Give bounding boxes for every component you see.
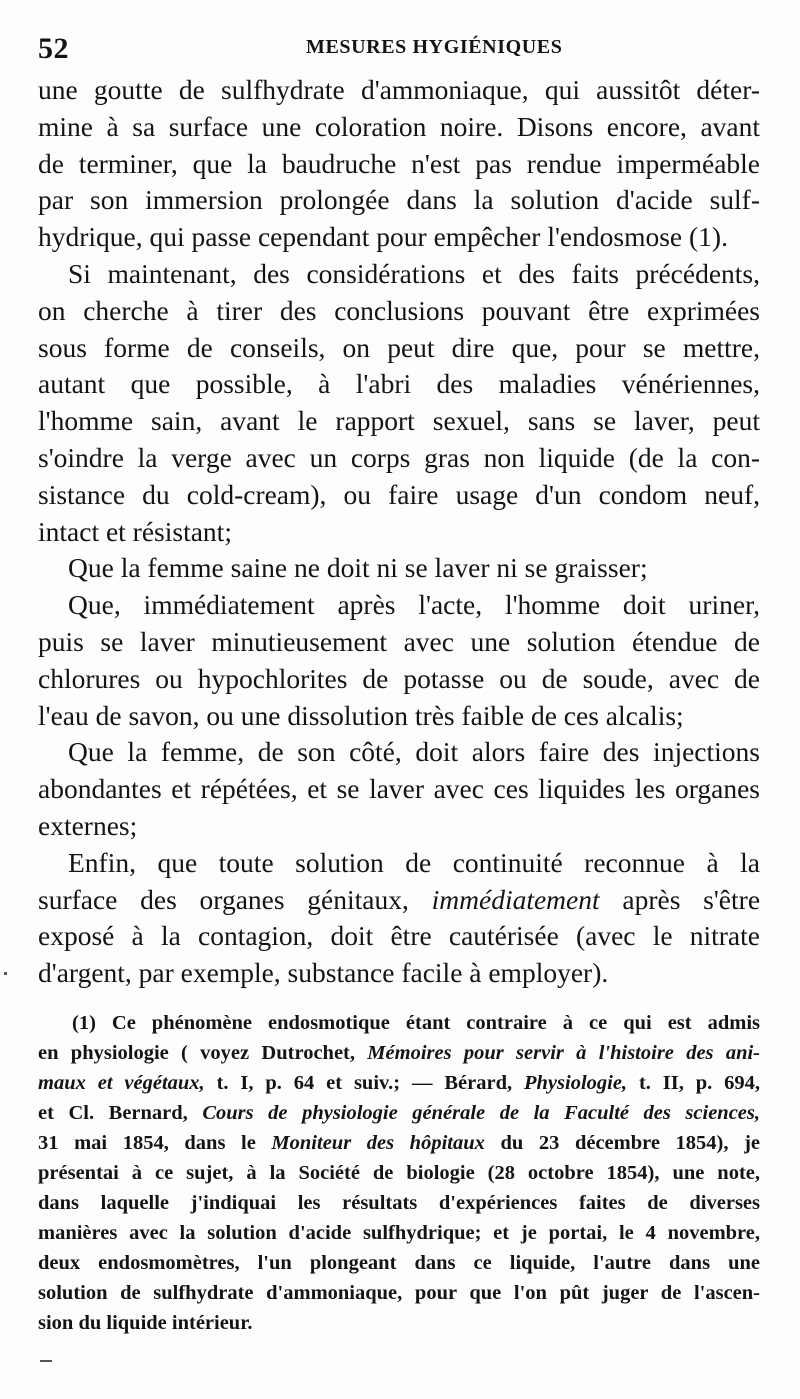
italic-text: Physiologie, xyxy=(524,1072,628,1094)
italic-text: immédiatement xyxy=(431,883,600,915)
footnote-line: (1) Ce phénomène endosmotique étant contraire à ce qui est admis xyxy=(72,1012,760,1034)
text-segment: surface des organes génitaux, xyxy=(38,883,409,915)
running-head: MESURES HYGIÉNIQUES xyxy=(306,36,563,58)
text-line: puis se laver minutieusement avec une solution étendue de xyxy=(38,625,760,657)
text-line: sistance du cold-cream), ou faire usage d'un condom neuf, xyxy=(38,478,760,510)
italic-text: maux et végétaux, xyxy=(38,1072,205,1094)
text-line: chlorures ou hypochlorites de potasse ou de soude, avec de xyxy=(38,662,760,694)
text-line: l'homme sain, avant le rapport sexuel, sans se laver, peut xyxy=(38,405,760,437)
page-header xyxy=(38,30,760,70)
text-line: intact et résistant; xyxy=(38,515,232,547)
text-line: exposé à la contagion, doit être cautérisée (avec le nitrate xyxy=(38,920,760,952)
footnote xyxy=(38,1008,760,1338)
print-speck xyxy=(40,1360,52,1362)
text-segment: 31 mai 1854, dans le xyxy=(38,1132,256,1154)
footnote-line xyxy=(38,1038,760,1068)
text-line: Enfin, que toute solution de continuité reconnue à la xyxy=(68,846,760,878)
text-line: s'oindre la verge avec un corps gras non liquide (de la con- xyxy=(38,441,760,473)
text-line: on cherche à tirer des conclusions pouvant être exprimées xyxy=(38,294,760,326)
text-line: externes; xyxy=(38,809,138,841)
footnote-line: solution de sulfhydrate d'ammoniaque, pour que l'on pût juger de l'ascen- xyxy=(38,1282,760,1304)
footnote-line xyxy=(38,1068,760,1098)
footnote-line: sion du liquide intérieur. xyxy=(38,1312,253,1334)
text-line xyxy=(38,882,760,919)
page-number: 52 xyxy=(38,32,69,65)
text-line: Que la femme, de son côté, doit alors faire des injections xyxy=(68,736,760,768)
footnote-line xyxy=(38,1098,760,1128)
text-line: d'argent, par exemple, substance facile à employer). xyxy=(38,957,609,989)
text-line: Si maintenant, des considérations et des faits précédents, xyxy=(68,257,760,289)
text-line: par son immersion prolongée dans la solution d'acide sulf- xyxy=(38,184,760,216)
footnote-line: dans laquelle j'indiquai les résultats d'expériences faites de diverses xyxy=(38,1192,760,1214)
text-segment: et Cl. Bernard, xyxy=(38,1102,188,1124)
text-segment: du 23 décembre 1854), je xyxy=(500,1132,760,1154)
text-line: Que la femme saine ne doit ni se laver ni se graisser; xyxy=(68,552,648,584)
text-line: sous forme de conseils, on peut dire que, pour se mettre, xyxy=(38,331,760,363)
footnote-line xyxy=(38,1128,760,1158)
text-line: l'eau de savon, ou une dissolution très faible de ces alcalis; xyxy=(38,699,684,731)
text-line: mine à sa surface une coloration noire. Disons encore, avant xyxy=(38,110,760,142)
italic-text: Cours de physiologie générale de la Faculté des sciences, xyxy=(202,1102,760,1124)
italic-text: Moniteur des hôpitaux xyxy=(271,1132,485,1154)
text-segment: après s'être xyxy=(622,883,760,915)
footnote-line: présentai à ce sujet, à la Société de biologie (28 octobre 1854), une note, xyxy=(38,1162,760,1184)
text-line: hydrique, qui passe cependant pour empêcher l'endosmose (1). xyxy=(38,221,728,253)
text-segment: en physiologie ( voyez Dutrochet, xyxy=(38,1042,355,1064)
text-segment: t. I, p. 64 et suiv.; — Bérard, xyxy=(216,1072,513,1094)
text-line: autant que possible, à l'abri des maladies vénériennes, xyxy=(38,368,760,400)
print-speck xyxy=(4,972,7,975)
text-line: Que, immédiatement après l'acte, l'homme doit uriner, xyxy=(68,589,760,621)
footnote-line: deux endosmomètres, l'un plongeant dans ce liquide, l'autre dans une xyxy=(38,1252,760,1274)
text-line: abondantes et répétées, et se laver avec ces liquides les organes xyxy=(38,773,760,805)
main-text xyxy=(38,72,760,992)
footnote-line: manières avec la solution d'acide sulfhydrique; et je portai, le 4 novembre, xyxy=(38,1222,760,1244)
text-segment: t. II, p. 694, xyxy=(638,1072,760,1094)
italic-text: Mémoires pour servir à l'histoire des ani- xyxy=(367,1042,760,1064)
text-line: une goutte de sulfhydrate d'ammoniaque, qui aussitôt déter- xyxy=(38,74,760,105)
text-line: de terminer, que la baudruche n'est pas rendue imperméable xyxy=(38,147,760,179)
